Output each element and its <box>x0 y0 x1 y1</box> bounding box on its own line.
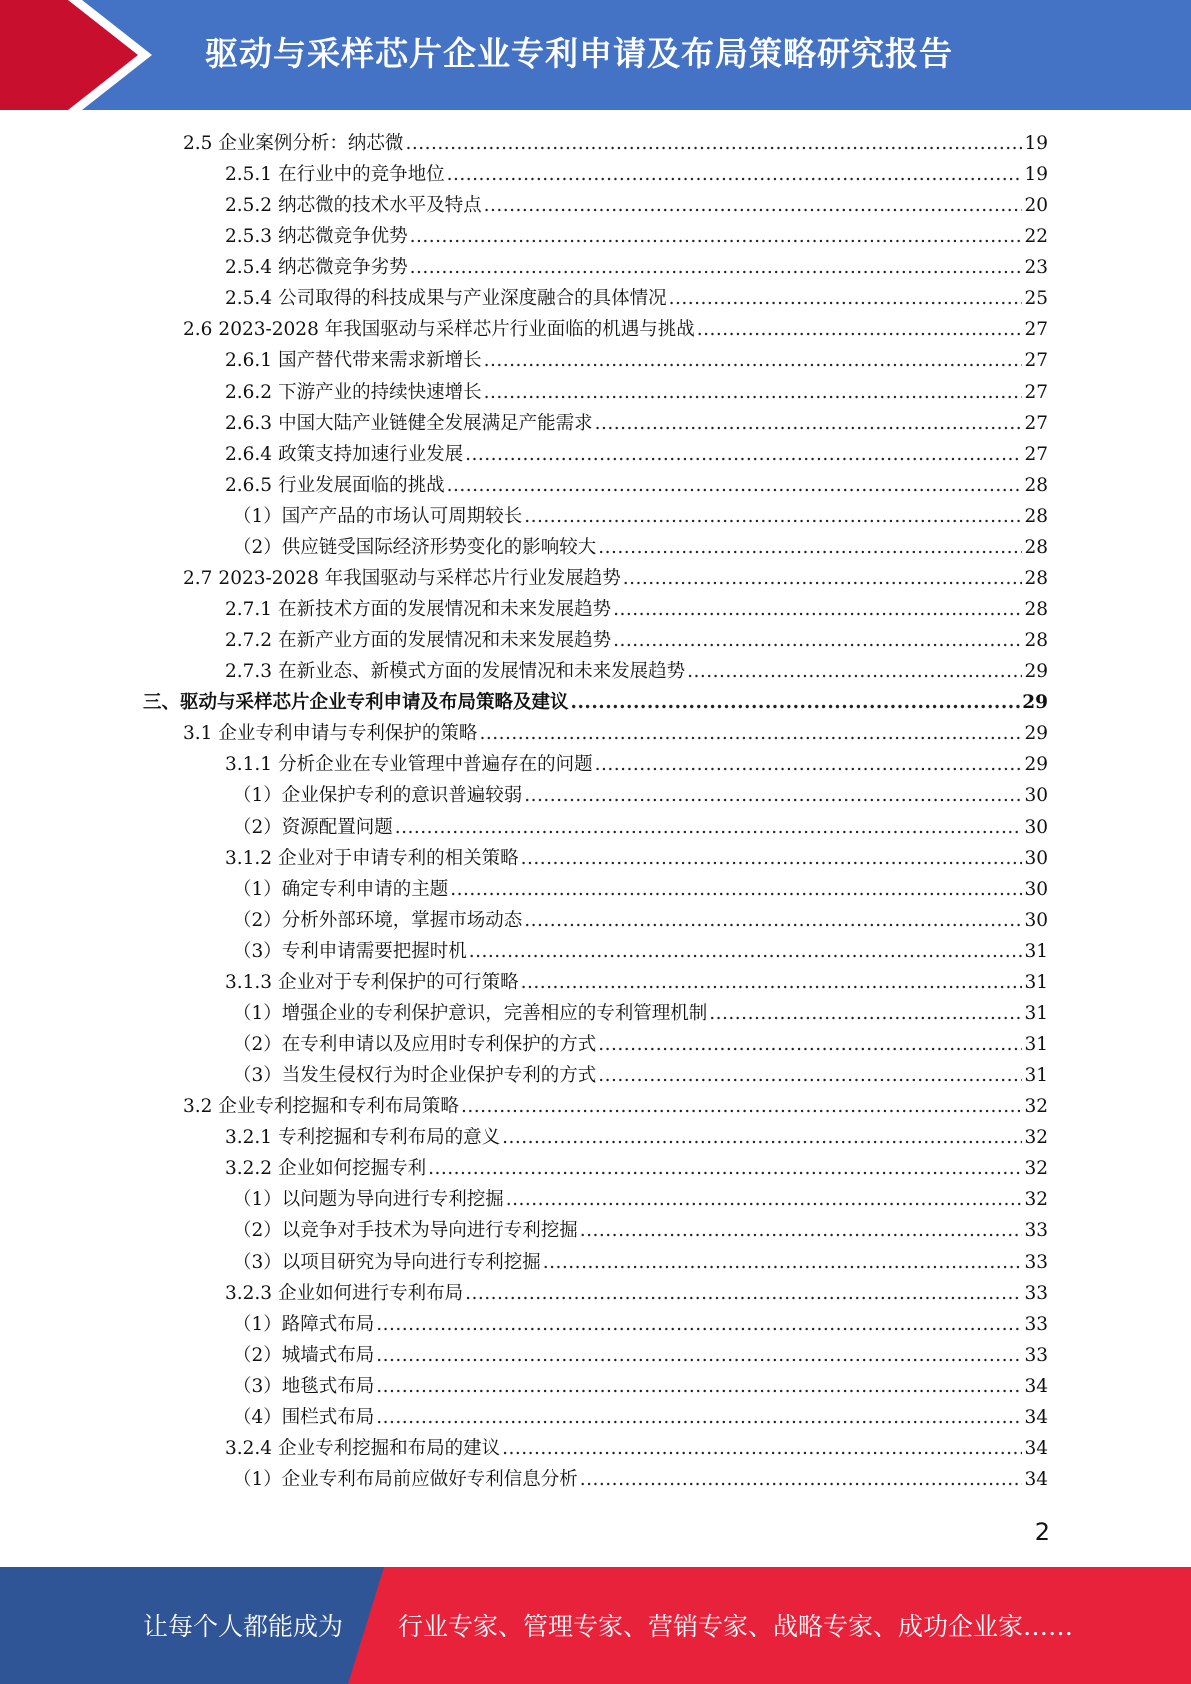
toc-entry-number: 2.6.4 <box>225 443 273 465</box>
toc-entry[interactable] <box>233 780 1048 811</box>
toc-entry-number: 3.1.3 <box>225 971 273 993</box>
toc-entry-page: 29 <box>1024 661 1048 683</box>
toc-entry-page: 31 <box>1024 1065 1048 1087</box>
toc-entry-title: 企业专利挖掘和专利布局策略 <box>218 1096 459 1118</box>
toc-dot-leader <box>697 314 1023 345</box>
toc-entry-number: 2.7.3 <box>225 661 273 683</box>
toc-entry-title: 纳芯微竞争劣势 <box>278 257 408 279</box>
toc-entry[interactable] <box>233 501 1048 532</box>
toc-entry-page: 28 <box>1024 474 1048 496</box>
toc-entry-number: 3.2.1 <box>225 1127 273 1149</box>
toc-entry-page: 34 <box>1024 1375 1048 1397</box>
footer-band <box>0 1567 1191 1684</box>
toc-entry[interactable] <box>233 1340 1048 1371</box>
toc-dot-leader <box>623 563 1023 594</box>
toc-dot-leader <box>613 625 1022 656</box>
toc-entry[interactable] <box>183 563 1048 594</box>
toc-dot-leader <box>506 1184 1023 1215</box>
toc-entry-page: 32 <box>1024 1158 1048 1180</box>
toc-entry-number: 3.2.3 <box>225 1282 273 1304</box>
toc-entry-page: 23 <box>1024 257 1048 279</box>
toc-entry-page: 28 <box>1024 505 1048 527</box>
toc-entry-title: 公司取得的科技成果与产业深度融合的具体情况 <box>278 288 667 310</box>
toc-entry-title: （1）增强企业的专利保护意识，完善相应的专利管理机制 <box>233 1002 708 1024</box>
toc-entry[interactable] <box>225 221 1048 252</box>
toc-entry-page: 32 <box>1024 1127 1048 1149</box>
toc-dot-leader <box>543 1247 1023 1278</box>
toc-entry-number: 2.6.2 <box>225 381 273 403</box>
toc-entry-title: （3）地毯式布局 <box>233 1375 375 1397</box>
toc-entry[interactable] <box>233 1309 1048 1340</box>
toc-dot-leader <box>524 905 1022 936</box>
toc-entry-page: 33 <box>1024 1220 1048 1242</box>
toc-dot-leader <box>465 439 1022 470</box>
toc-entry-title: 下游产业的持续快速增长 <box>278 381 482 403</box>
toc-entry[interactable] <box>233 874 1048 905</box>
toc-entry-page: 25 <box>1024 288 1048 310</box>
toc-dot-leader <box>580 1464 1023 1495</box>
toc-dot-leader <box>595 408 1023 439</box>
toc-entry-page: 28 <box>1024 630 1048 652</box>
toc-entry-page: 30 <box>1024 816 1048 838</box>
toc-dot-leader <box>410 252 1023 283</box>
toc-entry-title: 在新产业方面的发展情况和未来发展趋势 <box>278 630 612 652</box>
toc-entry[interactable] <box>233 1029 1048 1060</box>
toc-entry-title: 在新业态、新模式方面的发展情况和未来发展趋势 <box>278 661 686 683</box>
toc-entry-page: 30 <box>1024 878 1048 900</box>
toc-entry-page: 28 <box>1024 599 1048 621</box>
toc-entry-page: 30 <box>1024 909 1048 931</box>
toc-entry-page: 27 <box>1024 412 1048 434</box>
toc-entry-title: （1）企业专利布局前应做好专利信息分析 <box>233 1469 578 1490</box>
toc-entry-title: 纳芯微竞争优势 <box>278 226 408 248</box>
footer-slogan-left: 让每个人都能成为 <box>143 1612 344 1641</box>
toc-entry-number: 2.7.2 <box>225 630 273 652</box>
toc-entry-title: 在新技术方面的发展情况和未来发展趋势 <box>278 599 612 621</box>
toc-entry[interactable] <box>225 377 1048 408</box>
toc-entry[interactable] <box>225 252 1048 283</box>
toc-entry[interactable] <box>233 936 1048 967</box>
toc-entry-number: 2.7.1 <box>225 599 273 621</box>
toc-entry-page: 19 <box>1024 133 1048 154</box>
toc-entry-title: （1）确定专利申请的主题 <box>233 878 449 900</box>
toc-entry[interactable] <box>225 159 1048 190</box>
toc-entry[interactable] <box>225 190 1048 221</box>
toc-entry-title: 纳芯微的技术水平及特点 <box>278 195 482 217</box>
toc-entry-page: 34 <box>1024 1437 1048 1459</box>
toc-entry-page: 33 <box>1024 1251 1048 1273</box>
toc-entry-number: 2.5.3 <box>225 226 273 248</box>
toc-dot-leader <box>465 1278 1022 1309</box>
toc-entry-title: （1）企业保护专利的意识普遍较弱 <box>233 785 523 807</box>
toc-entry-number: 2.6.5 <box>225 474 273 496</box>
toc-entry-title: （2）资源配置问题 <box>233 816 393 838</box>
toc-entry-number: 2.5 <box>183 133 213 154</box>
toc-entry-number: 3.2.4 <box>225 1437 273 1459</box>
toc-entry-page: 32 <box>1024 1189 1048 1211</box>
toc-entry-title: （2）在专利申请以及应用时专利保护的方式 <box>233 1034 597 1056</box>
toc-dot-leader <box>484 345 1023 376</box>
toc-entry-title: 2023-2028 年我国驱动与采样芯片行业发展趋势 <box>218 567 621 589</box>
toc-entry[interactable] <box>183 128 1048 159</box>
toc-entry[interactable] <box>233 1371 1048 1402</box>
toc-dot-leader <box>376 1402 1022 1433</box>
toc-entry-number: 3.2.2 <box>225 1158 273 1180</box>
toc-dot-leader <box>410 221 1023 252</box>
toc-entry-title: 三、驱动与采样芯片企业专利申请及布局策略及建议 <box>143 692 569 714</box>
report-title: 驱动与采样芯片企业专利申请及布局策略研究报告 <box>205 34 953 73</box>
toc-entry-number: 2.5.2 <box>225 195 273 217</box>
toc-dot-leader <box>598 1029 1022 1060</box>
toc-entry[interactable] <box>225 749 1048 780</box>
toc-dot-leader <box>598 1060 1022 1091</box>
toc-entry[interactable] <box>225 408 1048 439</box>
toc-dot-leader <box>571 687 1021 718</box>
toc-entry[interactable] <box>233 1215 1048 1246</box>
toc-entry-page: 30 <box>1024 785 1048 807</box>
toc-entry-title: （1）国产产品的市场认可周期较长 <box>233 505 523 527</box>
toc-entry-title: （3）专利申请需要把握时机 <box>233 940 467 962</box>
toc-entry[interactable] <box>233 905 1048 936</box>
toc-entry-number: 2.5.1 <box>225 164 273 186</box>
toc-entry-title: （1）以问题为导向进行专利挖掘 <box>233 1189 504 1211</box>
toc-entry[interactable] <box>233 532 1048 563</box>
toc-entry[interactable] <box>225 625 1048 656</box>
toc-entry-page: 32 <box>1024 1096 1048 1118</box>
toc-entry-title: 专利挖掘和专利布局的意义 <box>278 1127 501 1149</box>
toc-entry-title: （4）围栏式布局 <box>233 1406 375 1428</box>
toc-entry-page: 28 <box>1024 536 1048 558</box>
toc-dot-leader <box>524 780 1022 811</box>
toc-entry-page: 27 <box>1024 350 1048 372</box>
toc-entry-title: 2023-2028 年我国驱动与采样芯片行业面临的机遇与挑战 <box>218 319 695 341</box>
toc-entry-page: 31 <box>1024 940 1048 962</box>
toc-dot-leader <box>447 159 1023 190</box>
toc-entry[interactable] <box>225 594 1048 625</box>
toc-entry-page: 29 <box>1024 723 1048 745</box>
toc-entry[interactable] <box>233 1464 1048 1495</box>
toc-entry[interactable] <box>225 1153 1048 1184</box>
toc-dot-leader <box>484 377 1023 408</box>
toc-dot-leader <box>479 718 1022 749</box>
toc-entry[interactable] <box>225 1122 1048 1153</box>
toc-entry-page: 33 <box>1024 1344 1048 1366</box>
toc-entry-page: 33 <box>1024 1282 1048 1304</box>
toc-entry-number: 2.6.1 <box>225 350 273 372</box>
toc-dot-leader <box>524 501 1022 532</box>
toc-entry-number: 3.1.2 <box>225 847 273 869</box>
toc-dot-leader <box>709 998 1022 1029</box>
toc-entry-page: 27 <box>1024 443 1048 465</box>
toc-entry-title: （2）城墙式布局 <box>233 1344 375 1366</box>
page-number: 2 <box>1034 1518 1050 1546</box>
toc-entry-page: 29 <box>1022 692 1048 714</box>
toc-dot-leader <box>469 936 1023 967</box>
toc-dot-leader <box>450 874 1022 905</box>
toc-dot-leader <box>447 470 1023 501</box>
toc-entry-page: 33 <box>1024 1313 1048 1335</box>
toc-entry-number: 2.6.3 <box>225 412 273 434</box>
toc-entry-page: 30 <box>1024 847 1048 869</box>
toc-entry-page: 31 <box>1024 1002 1048 1024</box>
toc-entry-number: 2.7 <box>183 567 213 589</box>
toc-entry-number: 3.1.1 <box>225 754 273 776</box>
toc-entry[interactable] <box>233 1060 1048 1091</box>
toc-entry-page: 34 <box>1024 1469 1048 1490</box>
toc-entry-page: 27 <box>1024 319 1048 341</box>
toc-entry-page: 28 <box>1024 567 1048 589</box>
toc-entry-number: 2.6 <box>183 319 213 341</box>
toc-entry-title: 在行业中的竞争地位 <box>278 164 445 186</box>
toc-entry-title: 中国大陆产业链健全发展满足产能需求 <box>278 412 593 434</box>
toc-dot-leader <box>376 1309 1022 1340</box>
toc-entry-number: 3.2 <box>183 1096 213 1118</box>
toc-dot-leader <box>669 283 1023 314</box>
toc-entry[interactable] <box>225 470 1048 501</box>
toc-entry-title: 企业专利申请与专利保护的策略 <box>218 723 478 745</box>
toc-dot-leader <box>461 1091 1023 1122</box>
toc-entry-title: 企业专利挖掘和布局的建议 <box>278 1437 501 1459</box>
toc-entry[interactable] <box>225 1278 1048 1309</box>
toc-entry[interactable] <box>233 1184 1048 1215</box>
toc-entry-page: 22 <box>1024 226 1048 248</box>
toc-entry-number: 2.5.4 <box>225 257 273 279</box>
toc-entry-page: 19 <box>1024 164 1048 186</box>
toc-entry[interactable] <box>225 967 1048 998</box>
chevron-arrow-icon <box>0 0 160 110</box>
toc-entry[interactable] <box>225 656 1048 687</box>
toc-entry-title: 分析企业在专业管理中普遍存在的问题 <box>278 754 593 776</box>
toc-entry[interactable] <box>225 345 1048 376</box>
toc-entry[interactable] <box>233 998 1048 1029</box>
toc-entry-title: 企业案例分析：纳芯微 <box>218 133 404 154</box>
toc-entry-title: （2）分析外部环境，掌握市场动态 <box>233 909 523 931</box>
footer-slogan-right: 行业专家、管理专家、营销专家、战略专家、成功企业家…… <box>398 1612 1074 1641</box>
toc-entry[interactable] <box>183 1091 1048 1122</box>
toc-dot-leader <box>580 1215 1023 1246</box>
toc-dot-leader <box>376 1340 1022 1371</box>
header-band <box>0 0 1191 110</box>
toc-dot-leader <box>687 656 1022 687</box>
toc-entry-title: （2）以竞争对手技术为导向进行专利挖掘 <box>233 1220 578 1242</box>
toc-entry-number: 3.1 <box>183 723 213 745</box>
toc-entry[interactable] <box>225 843 1048 874</box>
toc-entry-title: 企业如何进行专利布局 <box>278 1282 464 1304</box>
toc-entry-title: （3）当发生侵权行为时企业保护专利的方式 <box>233 1065 597 1087</box>
toc-entry-page: 31 <box>1024 1034 1048 1056</box>
toc-entry[interactable] <box>233 1402 1048 1433</box>
toc-dot-leader <box>484 190 1023 221</box>
toc-dot-leader <box>502 1433 1022 1464</box>
toc-entry-page: 34 <box>1024 1406 1048 1428</box>
toc-dot-leader <box>613 594 1022 625</box>
toc-dot-leader <box>598 532 1022 563</box>
toc-dot-leader <box>395 812 1023 843</box>
toc-entry[interactable] <box>225 283 1048 314</box>
toc-entry-page: 31 <box>1024 971 1048 993</box>
toc-entry-title: 行业发展面临的挑战 <box>278 474 445 496</box>
toc-entry[interactable] <box>183 718 1048 749</box>
toc-entry-title: 企业对于专利保护的可行策略 <box>278 971 519 993</box>
toc-entry-title: 企业如何挖掘专利 <box>278 1158 427 1180</box>
toc-entry-page: 20 <box>1024 195 1048 217</box>
toc-entry-page: 27 <box>1024 381 1048 403</box>
toc-entry[interactable] <box>183 314 1048 345</box>
toc-dot-leader <box>405 128 1022 159</box>
toc-dot-leader <box>521 967 1023 998</box>
toc-dot-leader <box>521 843 1023 874</box>
toc-entry-page: 29 <box>1024 754 1048 776</box>
toc-entry[interactable] <box>233 1247 1048 1278</box>
toc-dot-leader <box>376 1371 1022 1402</box>
toc-entry[interactable] <box>225 1433 1048 1464</box>
toc-entry-title: （3）以项目研究为导向进行专利挖掘 <box>233 1251 541 1273</box>
toc-entry-title: （2）供应链受国际经济形势变化的影响较大 <box>233 536 597 558</box>
toc-entry-number: 2.5.4 <box>225 288 273 310</box>
toc-entry-title: 国产替代带来需求新增长 <box>278 350 482 372</box>
toc-entry[interactable] <box>233 812 1048 843</box>
toc-dot-leader <box>595 749 1023 780</box>
toc-dot-leader <box>502 1122 1022 1153</box>
toc-entry[interactable] <box>225 439 1048 470</box>
toc-entry-title: （1）路障式布局 <box>233 1313 375 1335</box>
toc-entry-title: 政策支持加速行业发展 <box>278 443 464 465</box>
toc-entry[interactable] <box>143 687 1048 718</box>
toc-entry-title: 企业对于申请专利的相关策略 <box>278 847 519 869</box>
toc-dot-leader <box>428 1153 1022 1184</box>
